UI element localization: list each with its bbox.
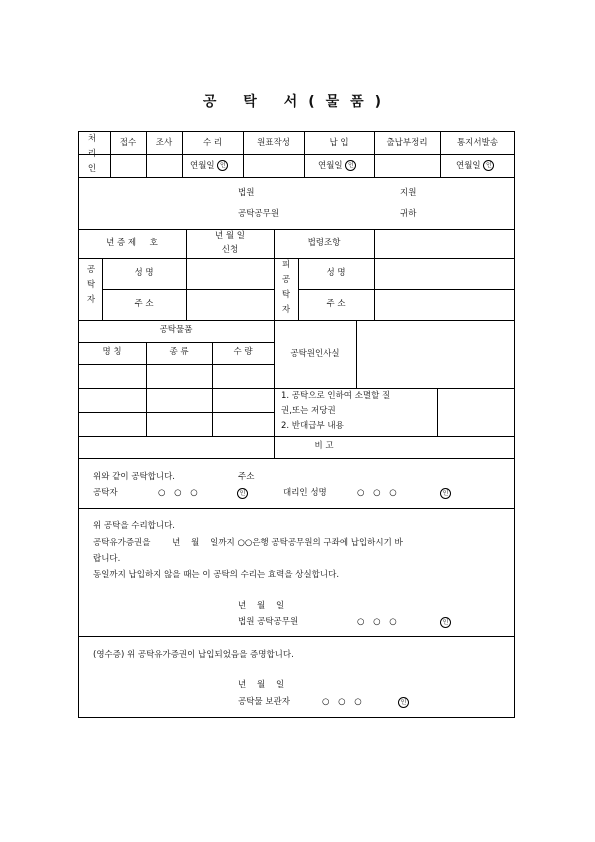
apply-label: 신청	[221, 245, 239, 255]
notes-line-2: 권,또는 저당권	[281, 406, 336, 416]
declaration-line: 위와 같이 공탁합니다.	[93, 472, 176, 482]
col-receipt: 접수	[119, 138, 137, 148]
col-investigation: 조사	[155, 138, 173, 148]
acceptance-line-1: 위 공탁을 수리합니다.	[93, 521, 176, 531]
court-label: 법원	[238, 188, 255, 198]
depositee-name-label: 성 명	[326, 268, 346, 278]
acceptance-ooo: ○ ○ ○	[357, 617, 400, 627]
officer-label: 공탁공무원	[238, 209, 280, 219]
acceptance-officer: 법원 공탁공무원	[238, 617, 299, 627]
apply-date: 년 월 일	[214, 231, 246, 241]
law-label: 법령조항	[307, 238, 341, 248]
depositee-address-label: 주 소	[326, 299, 346, 309]
seal-icon: 인	[440, 488, 451, 499]
depositee-side-label: 피공탁자	[281, 260, 291, 315]
date-seal-notice	[456, 160, 494, 171]
date-label: 연월일	[456, 161, 481, 171]
col-acceptance: 수 리	[202, 138, 223, 148]
col-ledger: 출납부정리	[386, 138, 428, 148]
seal-icon: 인	[483, 160, 494, 171]
goods-kind-header: 종 류	[169, 347, 189, 357]
declaration-depositor: 공탁자	[93, 488, 118, 498]
remark-label: 비 고	[314, 441, 334, 451]
date-label: 연월일	[318, 161, 343, 171]
branch-label: 지원	[400, 188, 417, 198]
cause-label: 공탁원인사실	[290, 349, 340, 359]
acceptance-line-3: 랍니다.	[93, 554, 121, 564]
depositor-name-label: 성 명	[134, 268, 154, 278]
acceptance-line-2: 공탁유가증권을 년 월 일까지 ○○은행 공탁공무원의 구좌에 납입하시기 바	[93, 538, 403, 548]
declaration-depositor-ooo: ○ ○ ○	[158, 488, 201, 498]
declaration-agent: 대리인 성명	[283, 488, 327, 498]
seal-icon: 인	[398, 697, 409, 708]
form-title: 공 탁 서(물품)	[202, 94, 393, 110]
seal-icon: 인	[217, 160, 228, 171]
seal-icon: 인	[237, 488, 248, 499]
acceptance-date: 년 월 일	[238, 601, 285, 611]
date-seal-payment	[318, 160, 356, 171]
goods-qty-header: 수 량	[233, 347, 253, 357]
processor-side-label: 처리인	[87, 134, 97, 174]
depositor-address-label: 주 소	[134, 299, 154, 309]
col-notice: 통지서발송	[456, 138, 499, 148]
date-label: 연월일	[190, 161, 215, 171]
declaration-agent-ooo: ○ ○ ○	[357, 488, 400, 498]
goods-name-header: 명 칭	[102, 347, 122, 357]
to-label: 귀하	[400, 209, 417, 219]
registry-number: 년 증 제 호	[106, 238, 158, 248]
date-seal-acceptance	[190, 160, 228, 171]
receipt-line-1: (영수증) 위 공탁유가증권이 납입되었음을 증명합니다.	[93, 650, 294, 660]
goods-header: 공탁물품	[159, 325, 193, 335]
acceptance-line-4: 동일까지 납입하지 않을 때는 이 공탁의 수리는 효력을 상실합니다.	[93, 570, 340, 580]
col-payment: 납 입	[329, 138, 349, 148]
receipt-date: 년 월 일	[238, 680, 285, 690]
receipt-ooo: ○ ○ ○	[322, 697, 365, 707]
seal-icon: 인	[440, 617, 451, 628]
notes-line-1: 1. 공탁으로 인하여 소멸할 질	[281, 391, 391, 401]
col-original-entry: 원표작성	[257, 138, 290, 148]
receipt-keeper: 공탁물 보관자	[238, 697, 290, 707]
notes-line-3: 2. 반대급부 내용	[281, 421, 344, 431]
declaration-address: 주소	[238, 472, 255, 482]
seal-icon: 인	[345, 160, 356, 171]
depositor-side-label: 공탁자	[86, 265, 96, 305]
